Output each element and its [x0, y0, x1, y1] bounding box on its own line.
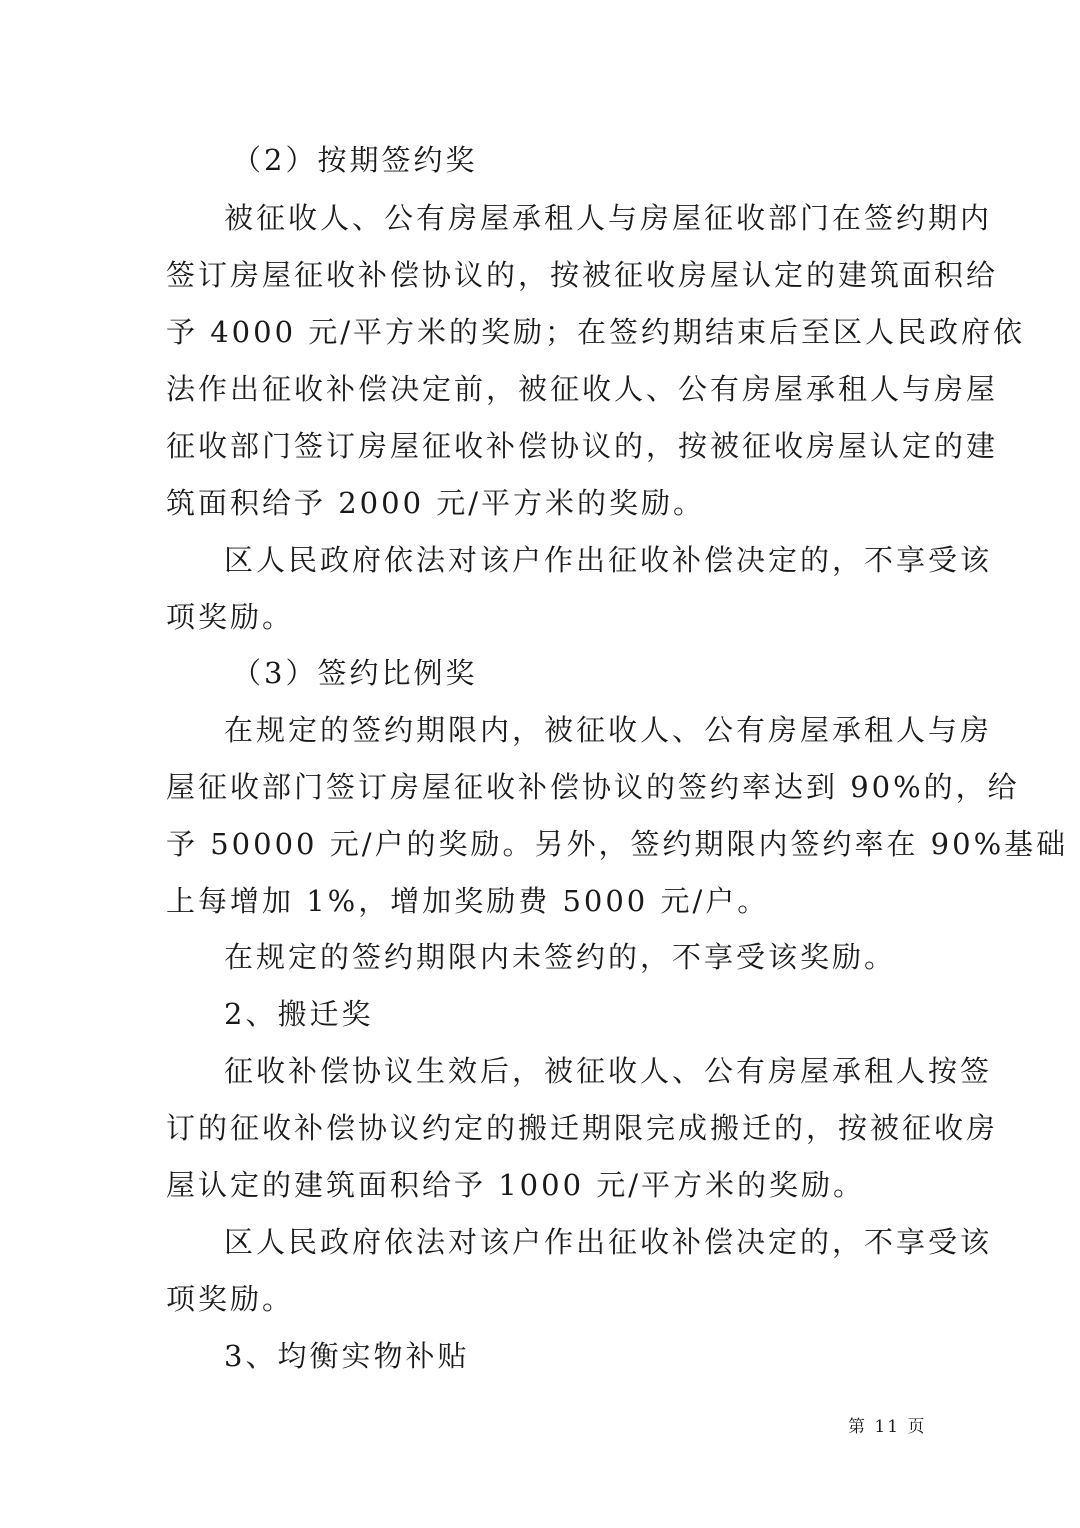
paragraph-line: 区人民政府依法对该户作出征收补偿决定的，不享受该	[224, 543, 993, 577]
paragraph-line: 区人民政府依法对该户作出征收补偿决定的，不享受该	[224, 1225, 993, 1259]
paragraph-line: 屋征收部门签订房屋征收补偿协议的签约率达到 90%的，给	[166, 770, 1020, 804]
item-heading: 2、搬迁奖	[224, 997, 374, 1031]
paragraph-line: 予 4000 元/平方米的奖励；在签约期结束后至区人民政府依	[166, 315, 1026, 349]
page-number: 第 11 页	[848, 1417, 927, 1437]
section-heading: （3）签约比例奖	[232, 656, 478, 690]
paragraph-line: 予 50000 元/户的奖励。另外，签约期限内签约率在 90%基础	[166, 827, 1069, 861]
paragraph-line: 项奖励。	[166, 600, 295, 634]
paragraph-line: 法作出征收补偿决定前，被征收人、公有房屋承租人与房屋	[166, 372, 999, 406]
paragraph-line: 签订房屋征收补偿协议的，按被征收房屋认定的建筑面积给	[166, 258, 999, 292]
paragraph-line: 征收补偿协议生效后，被征收人、公有房屋承租人按签	[224, 1054, 993, 1088]
paragraph-line: 被征收人、公有房屋承租人与房屋征收部门在签约期内	[224, 201, 993, 235]
paragraph-line: 在规定的签约期限内，被征收人、公有房屋承租人与房	[224, 713, 993, 747]
paragraph-line: 上每增加 1%，增加奖励费 5000 元/户。	[166, 884, 770, 918]
paragraph-line: 筑面积给予 2000 元/平方米的奖励。	[166, 486, 706, 520]
section-heading: （2）按期签约奖	[232, 143, 478, 177]
paragraph-line: 屋认定的建筑面积给予 1000 元/平方米的奖励。	[166, 1168, 866, 1202]
item-heading: 3、均衡实物补贴	[224, 1339, 470, 1373]
paragraph-line: 订的征收补偿协议约定的搬迁期限完成搬迁的，按被征收房	[166, 1111, 999, 1145]
paragraph-line: 项奖励。	[166, 1282, 295, 1316]
paragraph-line: 在规定的签约期限内未签约的，不享受该奖励。	[224, 940, 897, 974]
paragraph-line: 征收部门签订房屋征收补偿协议的，按被征收房屋认定的建	[166, 429, 999, 463]
